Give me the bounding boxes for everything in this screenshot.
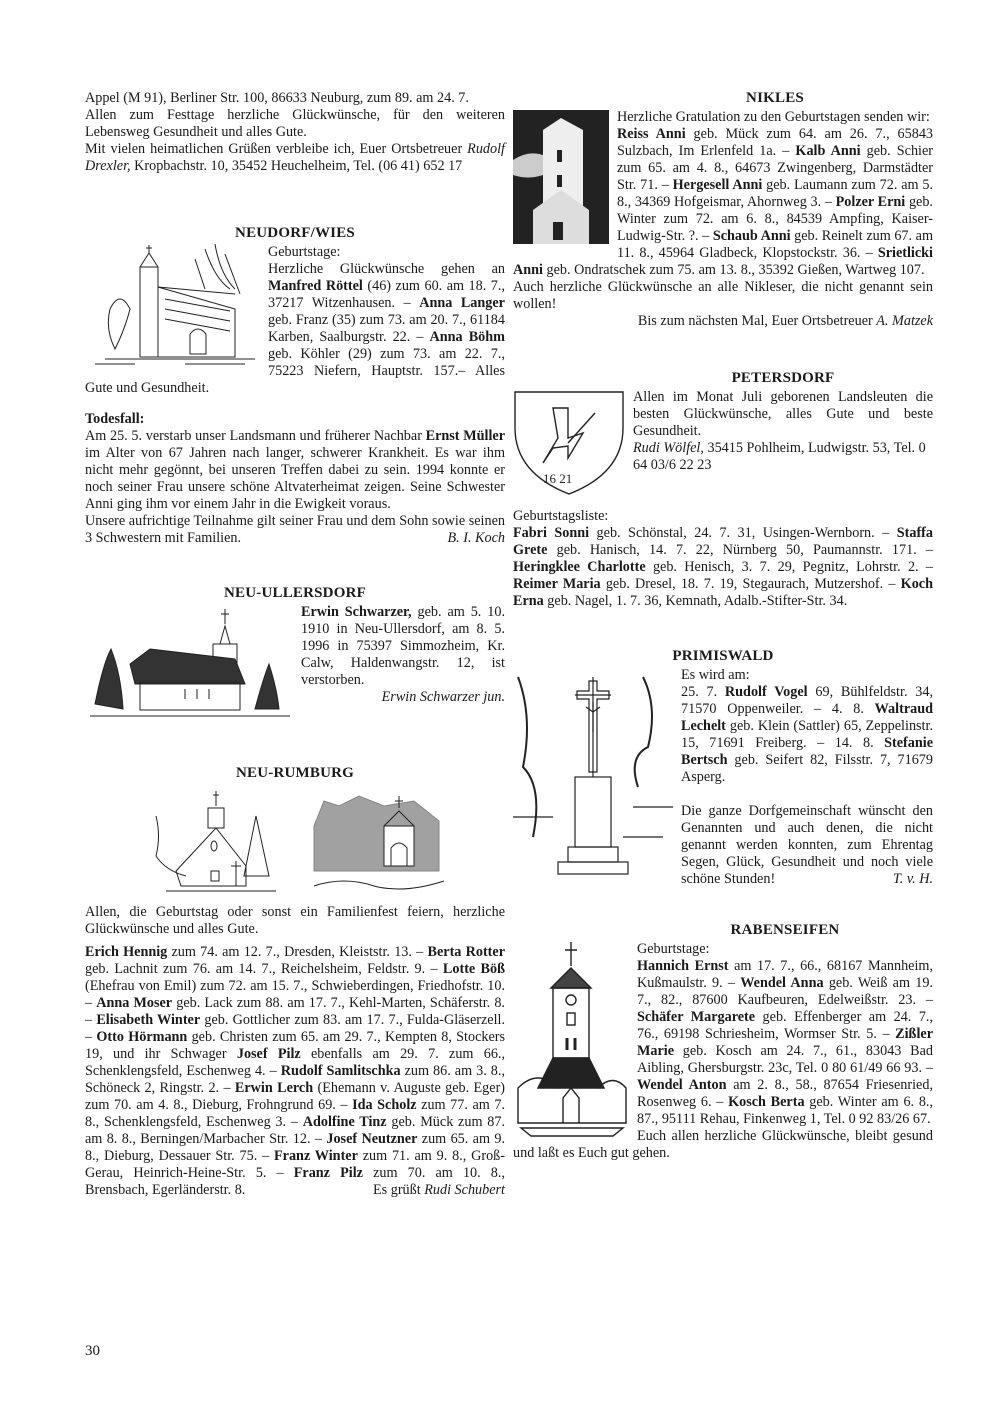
crest-year: 16 21 [543,471,573,486]
intro-greeting: Mit vielen heimatlichen Grüßen verbleibe ich, Euer Ortsbetreuer Rudolf Drexler, Kropbachstr. 10, 35452 Heuchelheim, Tel. (06 41) 652 17 [85,141,505,174]
section-title: PETERSDORF [731,370,835,386]
person-name: Rudolf Samlitschka [280,1063,401,1079]
person-name: Staffa Grete [513,525,933,558]
person-name: Hergesell Anni [672,177,763,193]
section-title: NEU-ULLERSDORF [224,585,366,601]
section-title: NIKLES [746,90,804,106]
section-petersdorf [513,370,933,610]
label: Geburtstage: [637,941,710,957]
church-photo [513,110,609,244]
person-name: Zißler Marie [637,1026,933,1059]
wish-text: Die ganze Dorfgemeinschaft wünscht den Genannten und auch denen, die nicht genannt werden konnten, zum Ehrentag Segen, Glück, Gesundheit und noch viele schöne Stunden! T. v. H. [681,803,933,887]
section-neu-ullersdorf [85,585,505,721]
contact: Rudi Wölfel, 35415 Pohlheim, Ludwigstr. 53, Tel. 0 64 03/6 22 23 [633,440,926,473]
list-label: Geburtstagsliste: [513,508,609,524]
person-name: Ernst Müller [425,428,505,444]
birthday-list: Fabri Sonni geb. Schönstal, 24. 7. 31, Usingen-Wernborn. – Staffa Grete geb. Hanisch, 14. 7. 22, Nürnberg 50, Paumannstr. 171. – Heringklee Charlotte geb. Henisch, 3. 7. 29, Pegnitz, Lohrstr. 2. – Reimer Maria geb. Dresel, 18. 7. 19, Stegaurach, Mutzershof. – Koch Erna geb. Nagel, 1. 7. 36, Kemnath, Adalb.-Stifter-Str. 34. [513,525,934,609]
person-name: Rudolf Vogel [724,684,808,700]
person-name: Anna Böhm [429,329,505,345]
coat-of-arms [513,388,625,496]
person-name: Lotte Böß [442,961,505,977]
person-name: Erwin Schwarzer, [301,604,412,620]
person-name: Reiss Anni [617,126,686,142]
person-name: Erwin Lerch [234,1080,314,1096]
person-name: Stefanie Bertsch [681,735,933,768]
section-title: RABENSEIFEN [730,922,840,938]
person-name: Anna Langer [419,295,505,311]
section-rabenseifen [513,922,933,1162]
person-name: Schäfer Margarete [637,1009,756,1025]
person-name: Kalb Anni [795,143,861,159]
section-primiswald [513,648,933,888]
greeting-text: Allen, die Geburtstag oder sonst ein Familienfest feiern, herzliche Glückwünsche und alles Gute. [85,904,505,937]
person-name: Josef Pilz [236,1046,301,1062]
signer: Rudi Wölfel, [633,440,704,456]
section-neudorf-wies [85,225,505,397]
person-name: Wendel Anna [740,975,824,991]
section-title: PRIMISWALD [672,648,774,664]
section-nikles: NIKLES Herzliche Gratulation zu den Geburtstagen senden wir: Reiss Anni geb. Mück zum 64. am 26. 7., 65843 Sulzbach, Im Erlenfeld 1a. – Kalb Anni geb. Schier zum 65. am 4. 8., 64673 Zwingenberg, Darmstädter Str. 71. – Hergesell Anni geb. Laumann zum 72. am 5. 8., 34369 Hofgeismar, Ahornweg 3. – Polzer Erni geb. Winter zum 72. am 6. 8., 84539 Ampfing, Kaiser-Ludwig-Str. ?. – Schaub Anni geb. Reinelt zum 67. am 11. 8., 45964 Gladbeck, Klopstockstr. 36. – Srietlicki Anni geb. Ondratschek zum 75. am 13. 8., 35392 Gießen, Wartweg 107. Auch herzliche Glückwünsche an alle Nikleser, die nicht genannt sein wollen! Bis zum nächsten Mal, Euer Ortsbetreuer A. Matzek [513,90,934,329]
person-name: Waltraud Lechelt [681,701,933,734]
signer: A. Matzek [876,313,933,329]
person-name: Anna Moser [96,995,173,1011]
label: Geburtstage: [268,244,341,260]
wishes-text: Allen im Monat Juli geborenen Landsleuten die besten Glückwünsche, alles Gute und beste Gesundheit. [633,389,933,439]
person-name: Elisabeth Winter [96,1012,201,1028]
person-name: Franz Pilz [293,1165,363,1181]
section-neu-rumburg: NEU-RUMBURG Allen, die Geburtstag oder sonst ein Familienfest feiern, herzliche Glückwünsche und alles Gute. Erich Hennig zum 74. am 12. 7., Dresden, Kleiststr. 13. – Berta Rotter geb. Lachnit zum 76. am 14. 7., Reichelsheim, Feldstr. 9. – Lotte Böß (Ehefrau von Emil) zum 72. am 15. 7., Schwieberdingen, Friedhofstr. 10. – Anna Moser geb. Lack zum 88. am 17. 7., Kehl-Marten, Schäferstr. 8. – Elisabeth Winter geb. Gottlicher zum 83. am 17. 7., Fulda-Gläserzell. – Otto Hörmann geb. Christen zum 65. am 29. 7., Kempten 8, Stockers 19, und ihr Schwager Josef Pilz ebenfalls am 29. 7. zum 66., Schenklengsfeld, Eschenweg 4. – Rudolf Samlitschka zum 86. am 3. 8., Schöneck 2, Ringstr. 2. – Erwin Lerch (Ehemann v. Auguste geb. Eger) zum 70. am 4. 8., Dieburg, Frohngrund 69. – Ida Scholz zum 77. am 7. 8., Schenklengsfeld, Eschenweg 3. – Adolfine Tinz geb. Mück zum 87. am 8. 8., Berningen/Marbacher Str. 12. – Josef Neutzner zum 65. am 9. 8., Dieburg, Dessauer Str. 75. – Franz Winter zum 71. am 9. 8., Groß-Gerau, Heinrich-Heine-Str. 5. – Franz Pilz zum 70. am 10. 8., Brensbach, Egerländerstr. 8. Es grüßt Rudi Schubert [85,765,506,1198]
person-name: Franz Winter [274,1148,358,1164]
person-name: Kosch Berta [728,1094,805,1110]
section-todesfall [85,411,505,547]
birthday-list: Hannich Ernst am 17. 7., 66., 68167 Mannheim, Kußmaulstr. 9. – Wendel Anna geb. Weiß am 19. 7., 82., 87600 Kaufbeuren, Edelweißstr. 23. – Schäfer Margarete geb. Effenberger am 24. 7., 76., 69198 Schriesheim, Wormser Str. 5. – Zißler Marie geb. Kosch am 24. 7., 61., 83043 Bad Aibling, Ghersburgstr. 23c, Tel. 0 80 61/49 66 93. – Wendel Anton am 2. 8., 58., 87654 Friesenried, Rosenweg 6. – Kosch Berta geb. Winter am 6. 8., 87., 95111 Rehau, Finkenweg 1, Tel. 0 92 83/26 67. [637,958,934,1127]
church-tower-illustration [513,938,629,1138]
person-name: Fabri Sonni [513,525,590,541]
intro-text: Herzliche Gratulation zu den Geburtstagen senden wir: [617,109,930,125]
signer: Rudi Schubert [424,1182,505,1198]
person-name: Adolfine Tinz [302,1114,387,1130]
obituary-text: Am 25. 5. verstarb unser Landsmann und früherer Nachbar Ernst Müller im Alter von 67 Jahren nach langer, schwerer Krankheit. Es war ihm nicht mehr gegönnt, bei unseren Treffen dabei zu sein. 1994 konnte er noch seiner Frau unsere schöne Altvaterheimat zeigen. Seine Schwester Anni ging ihm vor einem Jahr in die Ewigkeit voraus. [85,428,505,512]
signer: Erwin Schwarzer jun. [381,689,505,705]
page-number: 30 [85,1343,100,1359]
person-name: Polzer Erni [835,194,906,210]
intro-wishes: Allen zum Festtage herzliche Glückwünsche, für den weiteren Lebensweg Gesundheit und alles Gute. [85,107,505,140]
signer: B. I. Koch [447,530,505,546]
person-name: Erich Hennig [85,944,168,960]
birthday-list: Erich Hennig zum 74. am 12. 7., Dresden, Kleiststr. 13. – Berta Rotter geb. Lachnit zum 76. am 14. 7., Reichelsheim, Feldstr. 9. – Lotte Böß (Ehefrau von Emil) zum 72. am 15. 7., Schwieberdingen, Friedhofstr. 10. – Anna Moser geb. Lack zum 88. am 17. 7., Kehl-Marten, Schäferstr. 8. – Elisabeth Winter geb. Gottlicher zum 83. am 17. 7., Fulda-Gläserzell. – Otto Hörmann geb. Christen zum 65. am 29. 7., Kempten 8, Stockers 19, und ihr Schwager Josef Pilz ebenfalls am 29. 7. zum 66., Schenklengsfeld, Eschenweg 4. – Rudolf Samlitschka zum 86. am 3. 8., Schöneck 2, Ringstr. 2. – Erwin Lerch (Ehemann v. Auguste geb. Eger) zum 70. am 4. 8., Dieburg, Frohngrund 69. – Ida Scholz zum 77. am 7. 8., Schenklengsfeld, Eschenweg 3. – Adolfine Tinz geb. Mück zum 87. am 8. 8., Berningen/Marbacher Str. 12. – Josef Neutzner zum 65. am 9. 8., Dieburg, Dessauer Str. 75. – Franz Winter zum 71. am 9. 8., Groß-Gerau, Heinrich-Heine-Str. 5. – Franz Pilz zum 70. am 10. 8., Brensbach, Egerländerstr. 8. [85,944,506,1198]
section-title: NEUDORF/WIES [235,225,355,241]
section-title: NEU-RUMBURG [235,765,355,781]
intro-text: Es wird am: [681,667,750,683]
village-illustrations [85,786,505,904]
person-name: Koch Erna [513,576,933,609]
person-name: Ida Scholz [352,1097,417,1113]
intro-line: Appel (M 91), Berliner Str. 100, 86633 Neuburg, zum 89. am 24. 7. [85,90,469,106]
person-name: Josef Neutzner [326,1131,418,1147]
closing-text: Euch allen herzliche Glückwünsche, bleibt gesund und laßt es Euch gut gehen. [513,1128,933,1161]
person-name: Manfred Röttel [268,278,363,294]
church-illustration [85,604,293,719]
church-illustration [85,239,260,374]
person-name: Heringklee Charlotte [513,559,646,575]
person-name: Otto Hörmann [96,1029,188,1045]
birthday-list: 25. 7. Rudolf Vogel 69, Bühlfeldstr. 34, 71570 Oppenweiler. – 4. 8. Waltraud Lechelt geb. Klein (Sattler) 65, Zeppelinstr. 15, 71691 Freiberg. – 14. 8. Stefanie Bertsch geb. Seifert 82, Filsstr. 7, 71679 Asperg. [681,684,933,785]
person-name: Berta Rotter [427,944,506,960]
person-name: Hannich Ernst [637,958,729,974]
condolence-text: Unsere aufrichtige Teilnahme gilt seiner Frau und dem Sohn sowie seinen 3 Schwestern mit Familien. B. I. Koch [85,513,505,546]
also-text: Auch herzliche Glückwünsche an alle Nikleser, die nicht genannt sein wollen! [513,279,933,312]
wayside-cross-illustration [513,667,673,882]
section-intro [85,90,505,175]
right-column [513,90,933,1162]
signer: T. v. H. [892,871,933,887]
section-subtitle: Todesfall: [85,411,145,427]
left-column [85,90,505,1199]
signer: Rudolf Drexler, [85,141,505,174]
person-name: Reimer Maria [513,576,601,592]
birthday-text: Herzliche Glückwünsche gehen an Manfred Röttel (46) zum 60. am 18. 7., 37217 Witzenhausen. – Anna Langer geb. Franz (35) zum 73. am 20. 7., 61184 Karben, Saalburgstr. 22. – Anna Böhm geb. Köhler (29) zum 73. am 22. 7., 75223 Niefern, Hauptstr. 157.– Alles Gute und Gesundheit. [85,261,505,396]
obituary-text: Erwin Schwarzer, geb. am 5. 10. 1910 in Neu-Ullersdorf, am 8. 5. 1996 in 75397 Simmozheim, Kr. Calw, Haldenwangstr. 12, ist verstorben. [301,604,505,688]
church-illustration [136,786,286,896]
person-name: Schaub Anni [712,228,791,244]
person-name: Srietlicki Anni [513,245,933,278]
birthday-list: Reiss Anni geb. Mück zum 64. am 26. 7., 65843 Sulzbach, Im Erlenfeld 1a. – Kalb Anni geb. Schier zum 65. am 4. 8., 64673 Zwingenberg, Darmstädter Str. 71. – Hergesell Anni geb. Laumann zum 72. am 5. 8., 34369 Hofgeismar, Ahornweg 3. – Polzer Erni geb. Winter zum 72. am 6. 8., 84539 Ampfing, Kaiser-Ludwig-Str. ?. – Schaub Anni geb. Reinelt zum 67. am 11. 8., 45964 Gladbeck, Klopstockstr. 36. – Srietlicki Anni geb. Ondratschek zum 75. am 13. 8., 35392 Gießen, Wartweg 107. [513,126,934,278]
person-name: Wendel Anton [637,1077,727,1093]
chapel-illustration [304,786,454,896]
